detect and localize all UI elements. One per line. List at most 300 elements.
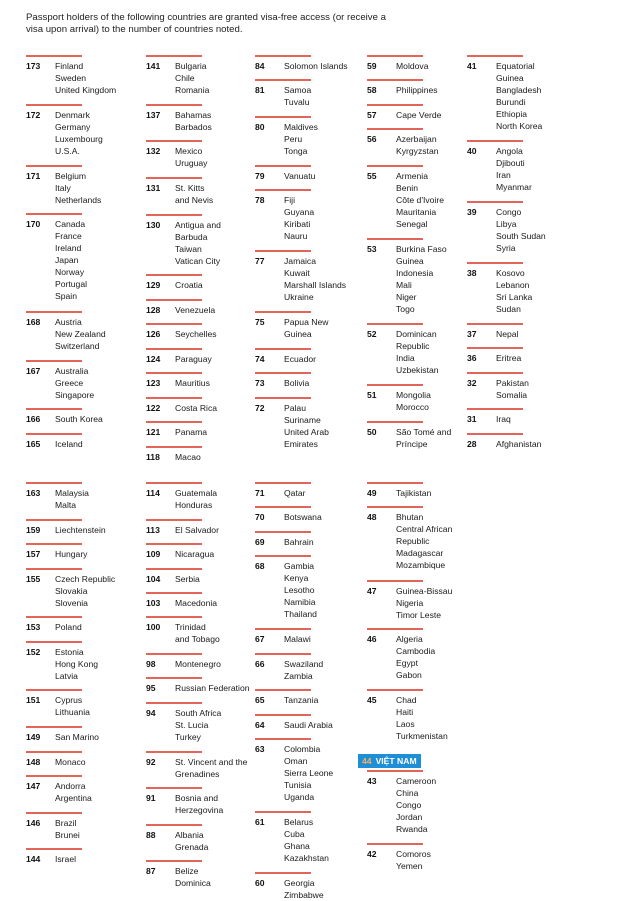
rank-number: 130 <box>146 219 161 230</box>
country-list <box>55 621 151 633</box>
country-name: Croatia <box>175 280 203 291</box>
country-name: Austria <box>55 316 82 327</box>
rank-number: 71 <box>255 488 265 498</box>
rank-separator <box>26 482 82 484</box>
country-list <box>55 60 151 96</box>
rank-separator <box>146 299 202 301</box>
country-name: Madagascar <box>396 548 444 559</box>
rank-separator <box>255 555 311 557</box>
country-name: Cyprus <box>55 695 83 706</box>
country-list <box>55 170 151 206</box>
country-list <box>396 694 492 742</box>
rank-number: 32 <box>467 377 477 388</box>
country-list <box>284 316 380 340</box>
country-name: Serbia <box>175 573 200 584</box>
country-name: Iceland <box>55 438 83 449</box>
rank-group <box>367 60 482 72</box>
country-name: South Sudan <box>496 231 546 242</box>
country-name: Jordan <box>396 812 423 823</box>
country-name: Honduras <box>175 500 213 510</box>
rank-group <box>26 487 141 510</box>
country-name: Bahrain <box>284 536 314 547</box>
country-name: Philippines <box>396 85 438 96</box>
rank-group <box>146 145 261 169</box>
rank-number: 73 <box>255 378 265 389</box>
country-list <box>55 548 151 560</box>
country-name: Nigeria <box>396 597 424 608</box>
rank-number: 167 <box>26 365 41 376</box>
rank-group <box>255 487 370 499</box>
rank-number: 114 <box>146 488 160 498</box>
country-name: Republic <box>396 341 430 352</box>
country-name: Bahamas <box>175 109 212 120</box>
rank-separator <box>467 262 523 264</box>
country-name: San Marino <box>55 732 99 743</box>
rank-number: 45 <box>367 695 377 706</box>
country-name: Ecuador <box>284 353 317 364</box>
country-name: Malawi <box>284 634 311 645</box>
country-name: Switzerland <box>55 340 100 351</box>
rank-group <box>146 377 261 389</box>
rank-group <box>255 633 370 645</box>
rank-separator <box>255 628 311 630</box>
rank-group <box>467 328 582 340</box>
rank-separator <box>26 543 82 545</box>
rank-number: 28 <box>467 438 477 449</box>
rank-group <box>255 719 370 731</box>
rank-number: 151 <box>26 695 41 706</box>
rank-separator <box>255 189 311 191</box>
country-name: Congo <box>396 800 422 811</box>
rank-number: 121 <box>146 427 161 438</box>
rank-separator <box>255 653 311 655</box>
country-name: Benin <box>396 182 418 193</box>
country-name: Ethiopia <box>496 109 528 119</box>
country-name: Burkina Faso <box>396 244 447 254</box>
country-name: Sri Lanka <box>496 292 533 302</box>
rank-number: 118 <box>146 451 160 462</box>
rank-group <box>467 438 582 450</box>
country-name: Algeria <box>396 634 423 645</box>
rank-group <box>146 304 261 316</box>
country-name: Myanmar <box>496 182 532 193</box>
country-name: Mali <box>396 280 412 290</box>
rank-separator <box>146 140 202 142</box>
rank-separator <box>367 104 423 106</box>
rank-number: 69 <box>255 536 265 547</box>
country-name: Norway <box>55 267 85 278</box>
country-list <box>284 60 380 72</box>
rank-separator <box>146 177 202 179</box>
rank-separator <box>367 238 423 240</box>
rank-separator <box>255 811 311 813</box>
country-name: Macedonia <box>175 597 218 608</box>
rank-number: 31 <box>467 414 477 425</box>
rank-number: 81 <box>255 85 265 96</box>
rank-number: 64 <box>255 719 265 730</box>
rank-group <box>26 731 141 743</box>
rank-group <box>367 848 482 872</box>
rank-separator <box>367 628 423 630</box>
country-list <box>496 60 592 132</box>
rank-group <box>26 438 141 450</box>
country-list <box>55 218 151 302</box>
country-name: Príncipe <box>396 438 428 449</box>
rank-separator <box>255 397 311 399</box>
rank-number: 170 <box>26 219 41 230</box>
rank-group <box>255 84 370 108</box>
country-name: Haiti <box>396 707 414 718</box>
rank-number: 159 <box>26 524 41 535</box>
vietnam-label: VIỆT NAM <box>375 756 417 766</box>
rank-number: 63 <box>255 744 265 755</box>
country-name: St. Vincent and the <box>175 756 248 767</box>
country-name: Ireland <box>55 243 82 254</box>
country-name: Somalia <box>496 389 528 400</box>
country-name: Turkey <box>175 731 201 742</box>
country-list <box>175 328 271 340</box>
country-name: South Africa <box>175 707 222 718</box>
country-name: Timor Leste <box>396 609 442 620</box>
country-name: Uzbekistan <box>396 365 439 376</box>
rank-group <box>26 573 141 608</box>
rank-group <box>26 413 141 425</box>
country-name: Slovakia <box>55 585 88 596</box>
country-list <box>396 243 492 315</box>
rank-group <box>255 194 370 242</box>
country-name: Mauritius <box>175 378 210 389</box>
rank-separator <box>255 116 311 118</box>
country-name: Mongolia <box>396 390 431 401</box>
rank-group <box>146 328 261 340</box>
country-name: Bulgaria <box>175 61 207 71</box>
rank-separator <box>146 568 202 570</box>
country-list <box>55 438 151 450</box>
rank-separator <box>26 812 82 814</box>
country-name: Tonga <box>284 146 308 157</box>
rank-separator <box>26 689 82 691</box>
rank-group <box>367 694 482 742</box>
country-list <box>55 365 151 401</box>
rank-separator <box>255 55 311 57</box>
rank-number: 100 <box>146 622 161 633</box>
country-list <box>55 316 151 352</box>
rank-group <box>255 316 370 340</box>
rank-separator <box>146 214 202 216</box>
country-list <box>496 145 592 193</box>
country-list <box>175 573 271 585</box>
country-name: Bhutan <box>396 512 424 523</box>
country-name: Colombia <box>284 744 321 755</box>
country-name: Monaco <box>55 756 86 767</box>
country-list <box>496 377 592 401</box>
country-name: Azerbaijan <box>396 134 437 145</box>
rank-number: 109 <box>146 549 161 560</box>
rank-number: 39 <box>467 207 477 218</box>
rank-separator <box>146 104 202 106</box>
rank-separator <box>255 482 311 484</box>
rank-group <box>26 756 141 768</box>
rank-separator <box>255 506 311 508</box>
country-list <box>284 694 380 706</box>
rank-number: 131 <box>146 182 161 193</box>
country-name: Montenegro <box>175 659 221 669</box>
country-name: Chad <box>396 695 417 706</box>
rank-group <box>26 218 141 302</box>
rank-number: 53 <box>367 244 377 254</box>
country-name: Dominica <box>175 878 211 889</box>
country-name: Armenia <box>396 170 428 181</box>
rank-number: 88 <box>146 829 156 840</box>
country-name: Zambia <box>284 670 313 681</box>
country-list <box>396 633 492 681</box>
rank-group <box>367 109 482 121</box>
country-name: Romania <box>175 85 210 95</box>
rank-group <box>146 487 261 510</box>
country-list <box>55 646 151 682</box>
rank-separator <box>26 726 82 728</box>
rank-separator <box>255 738 311 740</box>
country-name: Trinidad <box>175 622 206 633</box>
country-list <box>396 170 492 230</box>
country-name: El Salvador <box>175 524 219 535</box>
country-name: St. Lucia <box>175 719 209 730</box>
rank-separator <box>26 519 82 521</box>
country-list <box>284 743 380 803</box>
country-name: Rwanda <box>396 824 428 835</box>
rank-separator <box>367 506 423 508</box>
country-name: St. Kitts <box>175 182 205 193</box>
rank-separator <box>26 408 82 410</box>
country-name: Russian Federation <box>175 683 250 694</box>
country-name: Ghana <box>284 841 310 852</box>
country-name: North Korea <box>496 121 543 131</box>
rank-number: 123 <box>146 378 161 389</box>
country-name: Guinea <box>284 329 312 340</box>
country-name: South Korea <box>55 414 103 425</box>
rank-group <box>467 352 582 364</box>
rank-group <box>146 451 261 463</box>
rank-group <box>255 60 370 72</box>
country-name: Guatemala <box>175 488 218 498</box>
rank-number: 168 <box>26 316 41 327</box>
rank-group <box>255 536 370 548</box>
rank-separator <box>26 433 82 435</box>
rank-separator <box>367 482 423 484</box>
country-name: Cameroon <box>396 776 437 787</box>
country-list <box>396 109 492 121</box>
country-list <box>496 352 592 364</box>
country-name: Uganda <box>284 792 315 803</box>
rank-group <box>467 60 582 131</box>
rank-separator <box>26 568 82 570</box>
country-name: Swaziland <box>284 658 324 669</box>
rank-separator <box>255 689 311 691</box>
country-list <box>284 170 380 182</box>
country-name: Togo <box>396 304 415 314</box>
country-name: Guinea <box>396 256 424 266</box>
rank-group <box>255 694 370 706</box>
country-list <box>396 487 492 499</box>
rank-separator <box>146 653 202 655</box>
country-name: Grenadines <box>175 768 220 779</box>
country-list <box>284 633 380 645</box>
rank-number: 146 <box>26 817 41 828</box>
rank-number: 75 <box>255 317 265 328</box>
rank-number: 155 <box>26 573 41 584</box>
rank-group <box>367 487 482 499</box>
rank-group <box>146 524 261 536</box>
rank-number: 70 <box>255 512 265 523</box>
country-name: Brunei <box>55 829 80 840</box>
country-name: Afghanistan <box>496 438 542 449</box>
country-name: Poland <box>55 622 82 633</box>
country-name: Solomon Islands <box>284 61 348 71</box>
country-name: Spain <box>55 291 77 302</box>
country-name: Kyrgyzstan <box>396 146 439 157</box>
country-name: Sudan <box>496 304 521 314</box>
rank-separator <box>367 843 423 845</box>
rank-number: 65 <box>255 695 265 706</box>
rank-separator <box>367 79 423 81</box>
country-name: and Nevis <box>175 194 214 205</box>
rank-separator <box>26 751 82 753</box>
rank-group <box>146 792 261 816</box>
country-list <box>284 121 380 157</box>
country-name: Portugal <box>55 279 88 290</box>
country-list <box>284 719 380 731</box>
rank-group <box>255 402 370 449</box>
rank-number: 47 <box>367 585 377 596</box>
rank-group <box>255 255 370 303</box>
country-name: Tanzania <box>284 695 319 706</box>
country-name: Israel <box>55 854 77 865</box>
country-name: Saudi Arabia <box>284 719 333 730</box>
rank-separator <box>467 201 523 203</box>
country-name: Sweden <box>55 73 87 83</box>
rank-group <box>26 60 141 95</box>
rank-number: 60 <box>255 878 265 889</box>
rank-group <box>26 780 141 803</box>
rank-separator <box>367 323 423 325</box>
country-name: Uruguay <box>175 158 208 169</box>
rank-group <box>255 121 370 157</box>
rank-number: 80 <box>255 122 265 133</box>
country-list <box>496 328 592 340</box>
country-name: Côte d'Ivoire <box>396 194 444 205</box>
country-list <box>55 573 151 609</box>
rank-separator <box>467 433 523 435</box>
rank-number: 95 <box>146 683 156 694</box>
country-list <box>175 426 271 438</box>
vietnam-rank: 44 <box>362 756 372 766</box>
country-name: Moldova <box>396 61 429 71</box>
rank-separator <box>255 165 311 167</box>
rank-number: 87 <box>146 866 156 877</box>
rank-number: 94 <box>146 707 156 718</box>
rank-number: 152 <box>26 646 41 657</box>
rank-number: 38 <box>467 268 477 278</box>
rank-separator <box>255 311 311 313</box>
country-name: Burundi <box>496 97 526 107</box>
country-list <box>496 438 592 450</box>
country-list <box>396 585 492 621</box>
country-list <box>284 377 380 389</box>
rank-separator <box>255 250 311 252</box>
country-list <box>175 304 271 316</box>
rank-separator <box>26 213 82 215</box>
rank-number: 52 <box>367 329 377 340</box>
rank-number: 41 <box>467 61 477 71</box>
country-name: Suriname <box>284 414 321 425</box>
country-name: Nauru <box>284 231 308 242</box>
rank-group <box>146 279 261 291</box>
rank-separator <box>146 787 202 789</box>
country-name: Tajikistan <box>396 488 432 498</box>
rank-group <box>255 560 370 620</box>
country-name: Comoros <box>396 849 431 860</box>
rank-separator <box>146 860 202 862</box>
rank-number: 91 <box>146 793 156 804</box>
country-name: Iraq <box>496 414 511 425</box>
rank-separator <box>367 689 423 691</box>
rank-number: 61 <box>255 817 265 828</box>
country-name: Guinea <box>496 73 524 83</box>
country-name: Malaysia <box>55 488 89 498</box>
rank-group <box>146 658 261 670</box>
country-name: Hong Kong <box>55 658 99 669</box>
country-list <box>284 402 380 450</box>
country-name: Estonia <box>55 646 84 657</box>
rank-separator <box>146 677 202 679</box>
rank-number: 104 <box>146 573 161 584</box>
rank-group <box>367 775 482 835</box>
country-list <box>396 848 492 872</box>
rank-group <box>26 621 141 633</box>
country-name: Fiji <box>284 195 295 206</box>
country-list <box>284 84 380 108</box>
rank-group <box>26 524 141 536</box>
country-name: Djibouti <box>496 158 525 169</box>
country-name: Chile <box>175 73 195 83</box>
rank-number: 165 <box>26 438 41 449</box>
rank-separator <box>367 165 423 167</box>
country-name: Australia <box>55 365 89 376</box>
country-name: Tunisia <box>284 780 312 791</box>
rank-separator <box>367 55 423 57</box>
rank-group <box>255 170 370 182</box>
country-list <box>175 682 271 694</box>
rank-number: 59 <box>367 61 377 71</box>
country-list <box>284 658 380 682</box>
rank-group <box>467 206 582 254</box>
country-list <box>396 84 492 96</box>
rank-separator <box>146 702 202 704</box>
country-name: Congo <box>496 207 522 218</box>
country-list <box>55 413 151 425</box>
country-name: Albania <box>175 829 204 840</box>
rank-number: 57 <box>367 109 377 120</box>
rank-group <box>146 426 261 438</box>
rank-separator <box>367 128 423 130</box>
rank-separator <box>467 140 523 142</box>
rank-group <box>255 816 370 864</box>
country-name: Oman <box>284 756 308 767</box>
country-name: Belgium <box>55 170 87 181</box>
rank-number: 157 <box>26 549 41 560</box>
country-name: Costa Rica <box>175 402 218 413</box>
country-name: Malta <box>55 500 77 510</box>
